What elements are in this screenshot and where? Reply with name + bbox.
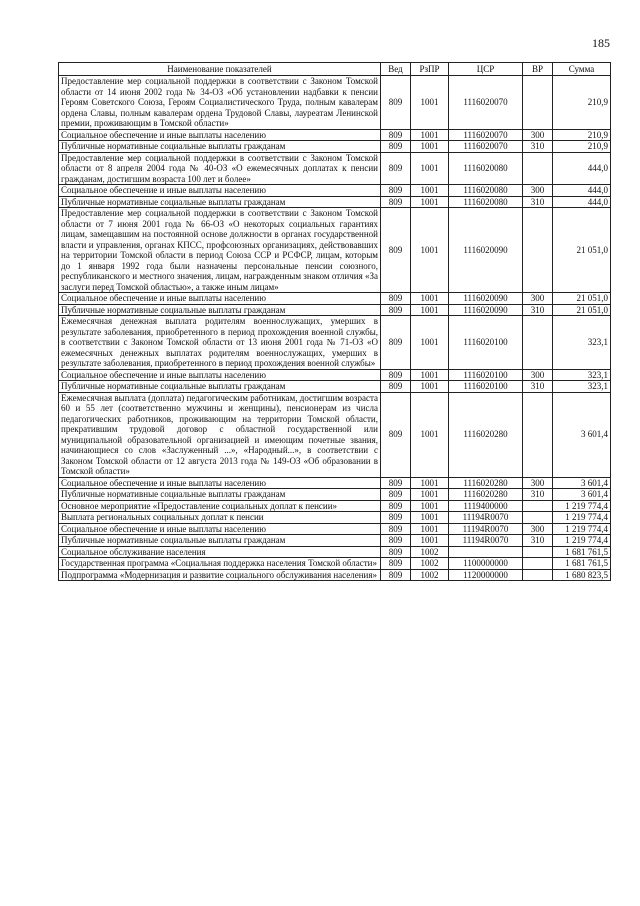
- cell-ved: 809: [381, 304, 411, 316]
- cell-vr: 310: [523, 489, 553, 501]
- cell-vr: [523, 500, 553, 512]
- cell-sum: 323,1: [553, 316, 611, 370]
- cell-sum: 210,9: [553, 129, 611, 141]
- cell-name: Публичные нормативные социальные выплаты гражданам: [59, 141, 381, 153]
- cell-csr: 11194R0070: [449, 535, 523, 547]
- page-number: 185: [592, 36, 610, 50]
- cell-sum: 1 219 774,4: [553, 535, 611, 547]
- cell-rzpr: 1001: [411, 477, 449, 489]
- cell-ved: 809: [381, 569, 411, 581]
- cell-sum: 1 681 761,5: [553, 558, 611, 570]
- cell-ved: 809: [381, 546, 411, 558]
- cell-ved: 809: [381, 316, 411, 370]
- cell-vr: [523, 76, 553, 130]
- table-row: [59, 535, 611, 547]
- cell-rzpr: 1001: [411, 208, 449, 293]
- table-row: [59, 208, 611, 293]
- cell-ved: 809: [381, 185, 411, 197]
- cell-rzpr: 1001: [411, 489, 449, 501]
- table-header-row: [59, 63, 611, 76]
- cell-rzpr: 1001: [411, 196, 449, 208]
- cell-sum: 210,9: [553, 76, 611, 130]
- table-row: [59, 76, 611, 130]
- table-row: [59, 381, 611, 393]
- cell-rzpr: 1001: [411, 129, 449, 141]
- cell-rzpr: 1001: [411, 381, 449, 393]
- cell-ved: 809: [381, 381, 411, 393]
- table-row: [59, 546, 611, 558]
- cell-csr: 1116020070: [449, 76, 523, 130]
- cell-ved: 809: [381, 196, 411, 208]
- cell-csr: 1120000000: [449, 569, 523, 581]
- cell-vr: 300: [523, 477, 553, 489]
- table-row: [59, 129, 611, 141]
- cell-csr: 1116020080: [449, 196, 523, 208]
- cell-sum: 21 051,0: [553, 293, 611, 305]
- cell-sum: 3 601,4: [553, 489, 611, 501]
- cell-ved: 809: [381, 523, 411, 535]
- cell-rzpr: 1001: [411, 369, 449, 381]
- cell-name: Выплата региональных социальных доплат к пенсии: [59, 512, 381, 524]
- cell-vr: [523, 512, 553, 524]
- cell-ved: 809: [381, 500, 411, 512]
- table-row: [59, 558, 611, 570]
- cell-csr: 1116020100: [449, 381, 523, 393]
- cell-rzpr: 1001: [411, 293, 449, 305]
- cell-sum: 444,0: [553, 196, 611, 208]
- cell-ved: 809: [381, 369, 411, 381]
- cell-csr: 11194R0070: [449, 523, 523, 535]
- cell-vr: [523, 392, 553, 477]
- header-vr: ВР: [523, 63, 553, 76]
- cell-ved: 809: [381, 152, 411, 185]
- cell-csr: 1116020090: [449, 304, 523, 316]
- cell-vr: [523, 558, 553, 570]
- cell-vr: 310: [523, 381, 553, 393]
- header-ved: Вед: [381, 63, 411, 76]
- cell-csr: 1116020280: [449, 392, 523, 477]
- cell-sum: 444,0: [553, 152, 611, 185]
- cell-ved: 809: [381, 141, 411, 153]
- cell-rzpr: 1001: [411, 304, 449, 316]
- table-row: [59, 489, 611, 501]
- table-row: [59, 500, 611, 512]
- cell-sum: 21 051,0: [553, 208, 611, 293]
- header-csr: ЦСР: [449, 63, 523, 76]
- header-rzpr: РзПР: [411, 63, 449, 76]
- cell-rzpr: 1001: [411, 185, 449, 197]
- cell-vr: 300: [523, 369, 553, 381]
- cell-sum: 1 680 823,5: [553, 569, 611, 581]
- table-row: [59, 304, 611, 316]
- cell-sum: 21 051,0: [553, 304, 611, 316]
- cell-csr: 1116020080: [449, 185, 523, 197]
- cell-ved: 809: [381, 293, 411, 305]
- cell-csr: 1119400000: [449, 500, 523, 512]
- cell-sum: 1 219 774,4: [553, 500, 611, 512]
- cell-sum: 3 601,4: [553, 392, 611, 477]
- cell-ved: 809: [381, 477, 411, 489]
- cell-csr: 1116020280: [449, 489, 523, 501]
- cell-name: Социальное обеспечение и иные выплаты населению: [59, 129, 381, 141]
- cell-name: Ежемесячная выплата (доплата) педагогическим работникам, достигшим возраста 60 и 55 лет (соответственно мужчины и женщины), пенсионерам из числа педагогических работников, проживающим на территории Томской области, прекратившим трудовой договор с областной государственной или муниципальной образовательной организацией и имеющим почетные звания, начинающиеся со слов «Заслуженный ...», «Народный...», в соответствии с Законом Томской области от 12 августа 2013 года № 149-ОЗ «Об образовании в Томской области»: [59, 392, 381, 477]
- cell-name: Публичные нормативные социальные выплаты гражданам: [59, 304, 381, 316]
- table-row: [59, 152, 611, 185]
- cell-csr: 1116020100: [449, 369, 523, 381]
- cell-name: Предоставление мер социальной поддержки в соответствии с Законом Томской области от 8 апреля 2004 года № 40-ОЗ «О ежемесячных доплатах к пенсии гражданам, достигшим возраста 100 лет и более»: [59, 152, 381, 185]
- cell-rzpr: 1002: [411, 569, 449, 581]
- cell-sum: 1 219 774,4: [553, 512, 611, 524]
- cell-rzpr: 1002: [411, 546, 449, 558]
- cell-vr: 310: [523, 141, 553, 153]
- table-row: [59, 569, 611, 581]
- budget-table: [58, 62, 611, 581]
- cell-ved: 809: [381, 392, 411, 477]
- table-row: [59, 523, 611, 535]
- cell-sum: 444,0: [553, 185, 611, 197]
- cell-ved: 809: [381, 558, 411, 570]
- cell-csr: 1116020090: [449, 208, 523, 293]
- cell-rzpr: 1001: [411, 512, 449, 524]
- cell-vr: 300: [523, 129, 553, 141]
- cell-ved: 809: [381, 208, 411, 293]
- cell-name: Предоставление мер социальной поддержки в соответствии с Законом Томской области от 14 июня 2002 года № 34-ОЗ «Об установлении надбавки к пенсии Героям Советского Союза, Героям Социалистического Труда, полным кавалерам ордена Славы, полным кавалерам ордена Трудовой Славы, лауреатам Ленинской премии, проживающим в Томской области»: [59, 76, 381, 130]
- cell-csr: 1116020090: [449, 293, 523, 305]
- cell-vr: [523, 208, 553, 293]
- cell-sum: 3 601,4: [553, 477, 611, 489]
- cell-name: Публичные нормативные социальные выплаты гражданам: [59, 489, 381, 501]
- cell-sum: 323,1: [553, 369, 611, 381]
- cell-ved: 809: [381, 512, 411, 524]
- table-row: [59, 392, 611, 477]
- cell-rzpr: 1001: [411, 141, 449, 153]
- cell-csr: 1116020070: [449, 141, 523, 153]
- cell-ved: 809: [381, 489, 411, 501]
- cell-vr: [523, 569, 553, 581]
- cell-csr: 1116020100: [449, 316, 523, 370]
- table-row: [59, 316, 611, 370]
- cell-rzpr: 1002: [411, 558, 449, 570]
- cell-rzpr: 1001: [411, 76, 449, 130]
- cell-name: Социальное обеспечение и иные выплаты населению: [59, 293, 381, 305]
- cell-vr: 310: [523, 535, 553, 547]
- cell-csr: 1116020280: [449, 477, 523, 489]
- table-row: [59, 293, 611, 305]
- cell-name: Подпрограмма «Модернизация и развитие социального обслуживания населения»: [59, 569, 381, 581]
- cell-rzpr: 1001: [411, 535, 449, 547]
- cell-vr: [523, 316, 553, 370]
- cell-rzpr: 1001: [411, 392, 449, 477]
- cell-name: Социальное обеспечение и иные выплаты населению: [59, 369, 381, 381]
- cell-csr: 1100000000: [449, 558, 523, 570]
- cell-rzpr: 1001: [411, 152, 449, 185]
- cell-name: Социальное обеспечение и иные выплаты населению: [59, 185, 381, 197]
- cell-name: Предоставление мер социальной поддержки в соответствии с Законом Томской области от 7 июня 2001 года № 66-ОЗ «О некоторых социальных гарантиях лицам, замещавшим на постоянной основе должности в органах государственной власти и управления, органах КПСС, профсоюзных организациях, действовавших на территории Томской области в период Союза ССР и РСФСР, лицам, которым до 1 января 1992 года были назначены персональные пенсии союзного, республиканского и местного значения, лицам, награжденным знаком отличия «За заслуги перед Томской областью», а также иным лицам»: [59, 208, 381, 293]
- cell-vr: 300: [523, 523, 553, 535]
- header-sum: Сумма: [553, 63, 611, 76]
- table-row: [59, 141, 611, 153]
- cell-csr: 11194R0070: [449, 512, 523, 524]
- table-row: [59, 477, 611, 489]
- cell-ved: 809: [381, 129, 411, 141]
- cell-csr: 1116020080: [449, 152, 523, 185]
- cell-csr: 1116020070: [449, 129, 523, 141]
- cell-name: Социальное обеспечение и иные выплаты населению: [59, 523, 381, 535]
- cell-ved: 809: [381, 535, 411, 547]
- header-name: Наименование показателей: [59, 63, 381, 76]
- cell-vr: 300: [523, 293, 553, 305]
- table-row: [59, 196, 611, 208]
- table-body: [59, 76, 611, 581]
- cell-sum: 1 219 774,4: [553, 523, 611, 535]
- cell-ved: 809: [381, 76, 411, 130]
- cell-vr: 310: [523, 304, 553, 316]
- cell-name: Основное мероприятие «Предоставление социальных доплат к пенсии»: [59, 500, 381, 512]
- cell-vr: [523, 152, 553, 185]
- cell-rzpr: 1001: [411, 500, 449, 512]
- cell-sum: 1 681 761,5: [553, 546, 611, 558]
- cell-vr: 300: [523, 185, 553, 197]
- cell-name: Социальное обслуживание населения: [59, 546, 381, 558]
- cell-name: Социальное обеспечение и иные выплаты населению: [59, 477, 381, 489]
- table-row: [59, 369, 611, 381]
- cell-sum: 210,9: [553, 141, 611, 153]
- cell-vr: [523, 546, 553, 558]
- cell-rzpr: 1001: [411, 523, 449, 535]
- cell-name: Публичные нормативные социальные выплаты гражданам: [59, 381, 381, 393]
- cell-name: Публичные нормативные социальные выплаты гражданам: [59, 196, 381, 208]
- cell-rzpr: 1001: [411, 316, 449, 370]
- table-row: [59, 185, 611, 197]
- cell-name: Государственная программа «Социальная поддержка населения Томской области»: [59, 558, 381, 570]
- cell-name: Публичные нормативные социальные выплаты гражданам: [59, 535, 381, 547]
- cell-name: Ежемесячная денежная выплата родителям военнослужащих, умерших в результате заболевания, приобретенного в период прохождения военной службы, в соответствии с Законом Томской области от 13 июня 2001 года № 71-ОЗ «О ежемесячных денежных выплатах родителям военнослужащих, умерших в результате заболевания, приобретенного в период прохождения военной службы»: [59, 316, 381, 370]
- table-row: [59, 512, 611, 524]
- cell-vr: 310: [523, 196, 553, 208]
- cell-sum: 323,1: [553, 381, 611, 393]
- cell-csr: [449, 546, 523, 558]
